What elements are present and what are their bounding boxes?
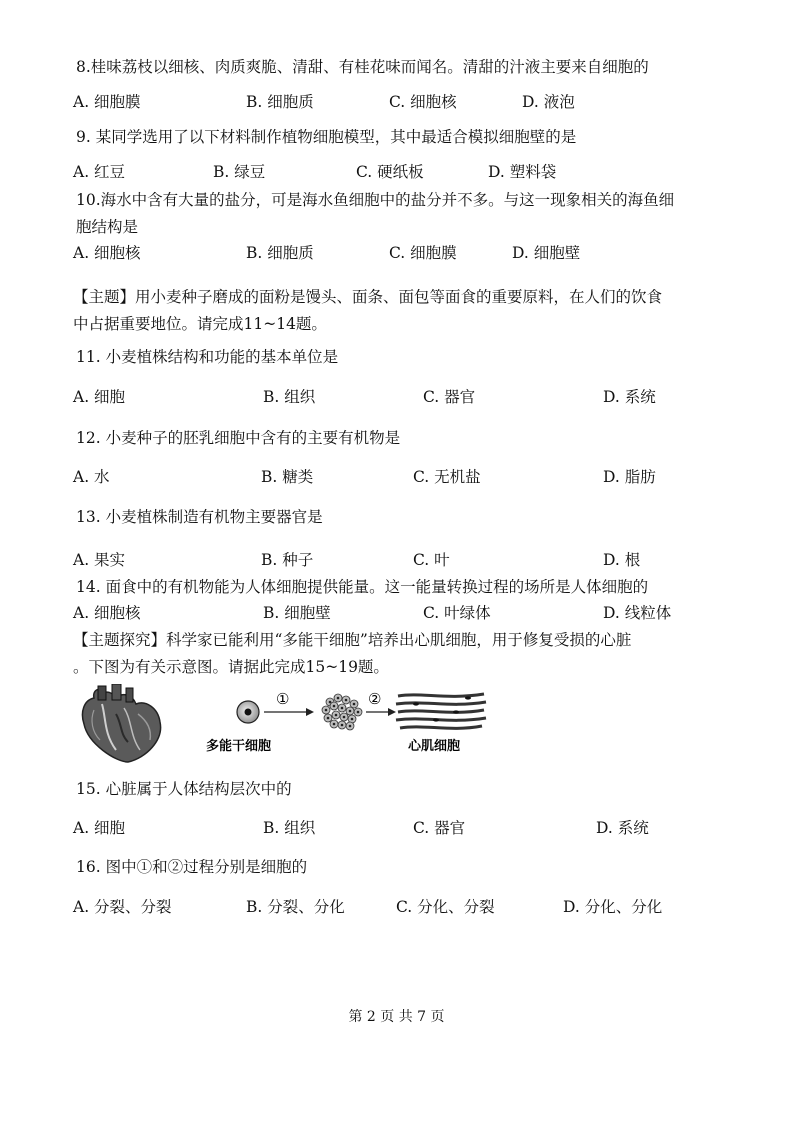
option-d: D. 细胞壁 <box>512 244 581 262</box>
question-13-options <box>73 550 773 570</box>
arrow-2-head-icon <box>388 708 396 716</box>
option-b: B. 细胞质 <box>246 244 314 262</box>
option-d: D. 脂肪 <box>603 468 656 486</box>
question-8-stem: 8.桂味荔枝以细核、肉质爽脆、清甜、有桂花味而闻名。清甜的汁液主要来自细胞的 <box>76 58 649 76</box>
option-a: A. 细胞 <box>73 819 126 837</box>
step-1-label: ① <box>276 690 290 708</box>
question-9-options <box>73 162 773 182</box>
option-c: C. 分化、分裂 <box>396 898 495 916</box>
option-c: C. 器官 <box>423 388 476 406</box>
theme-2-line1: 【主题探究】科学家已能利用“多能干细胞”培养出心肌细胞，用于修复受损的心脏 <box>73 631 632 649</box>
option-a: A. 水 <box>73 468 110 486</box>
option-d: D. 分化、分化 <box>563 898 663 916</box>
option-c: C. 无机盐 <box>413 468 481 486</box>
option-c: C. 器官 <box>413 819 466 837</box>
option-c: C. 叶绿体 <box>423 604 491 622</box>
question-16-options <box>73 897 773 917</box>
question-9-stem: 9. 某同学选用了以下材料制作植物细胞模型，其中最适合模拟细胞壁的是 <box>76 128 577 146</box>
question-13-stem: 13. 小麦植株制造有机物主要器官是 <box>76 508 323 526</box>
question-10-stem-line2: 胞结构是 <box>76 218 139 236</box>
question-15-options <box>73 818 773 838</box>
option-d: D. 线粒体 <box>603 604 672 622</box>
question-11-options <box>73 387 773 407</box>
option-d: D. 系统 <box>596 819 649 837</box>
question-8-options <box>73 92 773 112</box>
option-b: B. 细胞壁 <box>263 604 331 622</box>
option-a: A. 红豆 <box>73 163 126 181</box>
option-a: A. 细胞 <box>73 388 126 406</box>
theme-1-line2: 中占据重要地位。请完成11~14题。 <box>73 315 327 333</box>
option-a: A. 细胞核 <box>73 244 141 262</box>
option-a: A. 果实 <box>73 551 126 569</box>
option-b: B. 组织 <box>263 819 316 837</box>
option-d: D. 根 <box>603 551 641 569</box>
cardiac-muscle-fibers-icon <box>396 694 486 728</box>
stem-cell-caption: 多能干细胞 <box>206 739 272 754</box>
question-11-stem: 11. 小麦植株结构和功能的基本单位是 <box>76 348 339 366</box>
option-d: D. 系统 <box>603 388 656 406</box>
option-d: D. 塑料袋 <box>488 163 557 181</box>
page-number: 第 2 页 共 7 页 <box>348 1009 445 1025</box>
question-15-stem: 15. 心脏属于人体结构层次中的 <box>76 780 292 798</box>
option-b: B. 分裂、分化 <box>246 898 345 916</box>
option-c: C. 叶 <box>413 551 450 569</box>
option-b: B. 糖类 <box>261 468 314 486</box>
option-b: B. 细胞质 <box>246 93 314 111</box>
option-b: B. 种子 <box>261 551 314 569</box>
question-10-options <box>73 243 773 263</box>
theme-2-line2: 。下图为有关示意图。请据此完成15~19题。 <box>73 658 389 676</box>
option-a: A. 分裂、分裂 <box>73 898 172 916</box>
step-2-label: ② <box>368 690 382 708</box>
option-d: D. 液泡 <box>522 93 575 111</box>
question-14-options <box>73 603 773 623</box>
stem-cell-nucleus-icon <box>245 709 252 716</box>
option-a: A. 细胞膜 <box>73 93 141 111</box>
question-12-stem: 12. 小麦种子的胚乳细胞中含有的主要有机物是 <box>76 429 401 447</box>
option-b: B. 组织 <box>263 388 316 406</box>
theme-1-line1: 【主题】用小麦种子磨成的面粉是馒头、面条、面包等面食的重要原料，在人们的饮食 <box>73 288 663 306</box>
stem-cell-diagram <box>76 684 496 764</box>
option-c: C. 细胞核 <box>389 93 457 111</box>
question-12-options <box>73 467 773 487</box>
option-b: B. 绿豆 <box>213 163 266 181</box>
arrow-1-head-icon <box>306 708 314 716</box>
muscle-cell-caption: 心肌细胞 <box>408 739 461 754</box>
question-14-stem: 14. 面食中的有机物能为人体细胞提供能量。这一能量转换过程的场所是人体细胞的 <box>76 578 649 596</box>
option-c: C. 细胞膜 <box>389 244 457 262</box>
option-a: A. 细胞核 <box>73 604 141 622</box>
question-10-stem-line1: 10.海水中含有大量的盐分，可是海水鱼细胞中的盐分并不多。与这一现象相关的海鱼细 <box>76 191 675 209</box>
heart-illustration <box>82 684 160 762</box>
question-16-stem: 16. 图中①和②过程分别是细胞的 <box>76 858 308 876</box>
option-c: C. 硬纸板 <box>356 163 424 181</box>
